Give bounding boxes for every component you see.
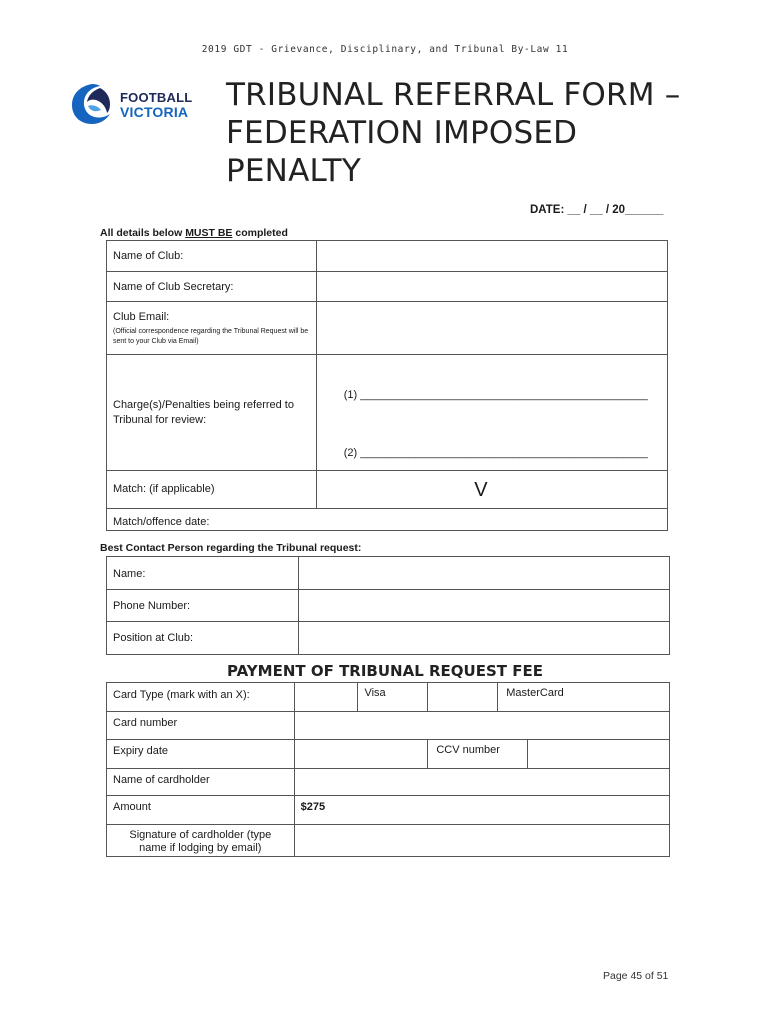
payment-heading: PAYMENT OF TRIBUNAL REQUEST FEE [227,662,543,680]
ccv-label: CCV number [428,740,528,769]
club-name-label: Name of Club: [107,241,317,272]
visa-option[interactable]: Visa [358,683,428,712]
expiry-label: Expiry date [107,740,295,769]
offence-date-row[interactable]: Match/offence date: [107,509,668,531]
contact-phone-field[interactable] [298,590,669,622]
club-email-label: Club Email: [113,311,170,323]
charges-label: Charge(s)/Penalties being referred to Tribunal for review: [107,355,317,471]
charges-field[interactable] [316,355,667,471]
club-name-field[interactable] [316,241,667,272]
amount-value: $275 [294,796,669,825]
charge-2-line[interactable]: (2) _______________________________________________ [343,447,648,459]
page-number: Page 45 of 51 [603,970,669,982]
club-email-field[interactable] [316,302,667,355]
intro-emphasis: MUST BE [185,227,233,239]
expiry-field[interactable] [294,740,428,769]
logo-line-1: FOOTBALL [120,90,193,105]
logo-wordmark [120,90,192,120]
club-email-note: (Official correspondence regarding the Tribunal Request will be sent to your Club via Email) [113,328,309,345]
contact-section-heading: Best Contact Person regarding the Tribunal request: [100,542,362,554]
title-line-3: PENALTY [226,153,361,189]
club-secretary-label: Name of Club Secretary: [107,272,317,302]
card-number-label: Card number [107,712,295,740]
mastercard-option[interactable]: MasterCard [498,683,670,712]
signature-label-line-2: name if lodging by email) [139,842,262,854]
intro-text-end: completed [232,227,288,239]
club-email-label-cell [107,302,317,355]
date-field[interactable]: DATE: __ / __ / 20______ [530,204,664,216]
amount-label: Amount [107,796,295,825]
payment-table [106,682,670,857]
title-line-2: FEDERATION IMPOSED [226,115,578,151]
ccv-field[interactable] [528,740,670,769]
signature-label-line-1: Signature of cardholder (type [129,829,272,841]
club-details-table [106,240,668,531]
visa-mark-box[interactable] [428,683,498,712]
signature-field[interactable] [294,825,669,857]
contact-table [106,556,670,655]
cardholder-label: Name of cardholder [107,769,295,796]
logo-line-2: VICTORIA [120,104,189,120]
club-section-intro [100,227,288,239]
form-title [226,76,680,190]
title-line-1: TRIBUNAL REFERRAL FORM – [226,77,681,113]
charge-1-line[interactable]: (1) _______________________________________________ [343,389,648,401]
card-type-label: Card Type (mark with an X): [107,683,295,712]
match-field[interactable]: V [316,471,667,509]
signature-label [107,825,295,857]
contact-name-label: Name: [107,557,299,590]
contact-name-field[interactable] [298,557,669,590]
cardholder-field[interactable] [294,769,669,796]
intro-text: All details below [100,227,186,239]
contact-position-field[interactable] [298,622,669,655]
club-secretary-field[interactable] [316,272,667,302]
card-type-spacer [294,683,358,712]
contact-phone-label: Phone Number: [107,590,299,622]
card-number-field[interactable] [294,712,669,740]
running-header: 2019 GDT - Grievance, Disciplinary, and Tribunal By-Law 11 [201,44,569,55]
contact-position-label: Position at Club: [107,622,299,655]
match-label: Match: (if applicable) [107,471,317,509]
